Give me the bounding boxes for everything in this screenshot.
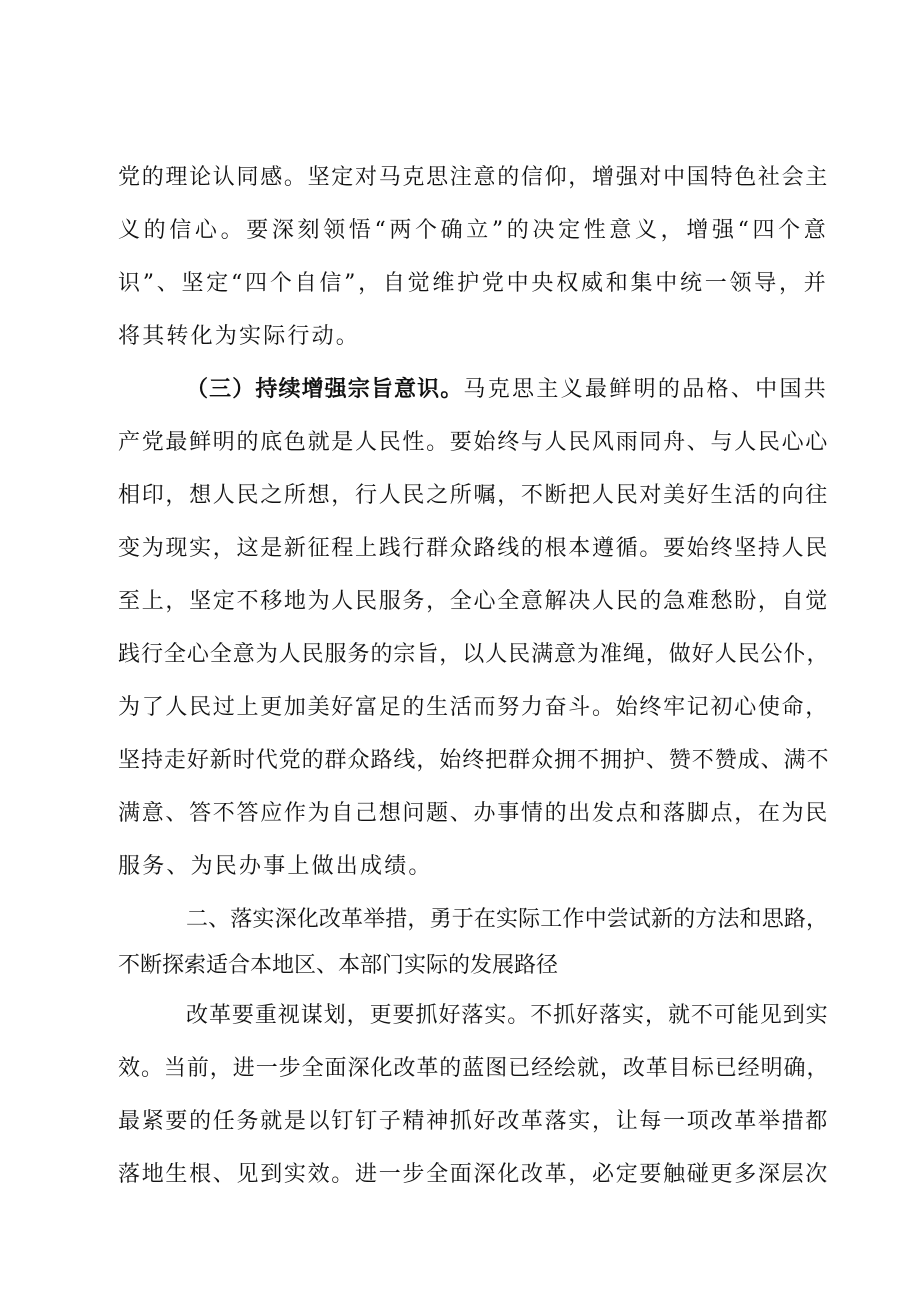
text-line: 改革要重视谋划，更要抓好落实。不抓好落实，就不可能见到实 [186,1003,829,1028]
text-line: 至上，坚定不移地为人民服务，全心全意解决人民的急难愁盼，自觉 [118,589,830,614]
text-line: 为了人民过上更加美好富足的生活而努力奋斗。始终牢记初心使命， [118,695,830,720]
paragraph-1 [118,151,828,363]
text-line: 产党最鲜明的底色就是人民性。要始终与人民风雨同舟、与人民心心 [118,430,830,455]
text-line: 识”、坚定“四个自信”，自觉维护党中央权威和集中统一领导，并 [118,271,828,296]
text-line [118,363,828,416]
text-line: 党的理论认同感。坚定对马克思注意的信仰，增强对中国特色社会主 [118,165,830,190]
paragraph-2 [118,363,828,893]
text-line: 服务、为民办事上做出成绩。 [118,854,433,879]
heading-line: 不断探索适合本地区、本部门实际的发展路径 [118,953,559,978]
text-line: 最紧要的任务就是以钉钉子精神抓好改革落实，让每一项改革举措都 [118,1109,830,1134]
text-line: 践行全心全意为人民服务的宗旨，以人民满意为准绳，做好人民公仆， [118,642,830,667]
text-line: 效。当前，进一步全面深化改革的蓝图已经绘就，改革目标已经明确， [118,1056,830,1081]
heading-line: 二、落实深化改革举措，勇于在实际工作中尝试新的方法和思路， [186,907,828,932]
text-line: 变为现实，这是新征程上践行群众路线的根本遵循。要始终坚持人民 [118,536,830,561]
text-line: 落地生根、见到实效。进一步全面深化改革，必定要触碰更多深层次 [118,1162,830,1187]
text-line: 坚持走好新时代党的群众路线，始终把群众拥不拥护、赞不赞成、满不 [118,748,830,773]
section-heading [118,897,828,989]
text-line: 义的信心。要深刻领悟“两个确立”的决定性意义，增强“四个意 [118,218,828,243]
document-body [118,151,828,1201]
subheading-title: （三）持续增强宗旨意识。 [186,377,464,402]
text-line: 满意、答不答应作为自己想问题、办事情的出发点和落脚点，在为民 [118,801,830,826]
text-line: 相印，想人民之所想，行人民之所嘱，不断把人民对美好生活的向往 [118,483,830,508]
text-line: 将其转化为实际行动。 [118,324,361,349]
text-fragment: 马克思主义最鲜明的品格、中国共 [463,377,828,402]
paragraph-3 [118,989,828,1201]
